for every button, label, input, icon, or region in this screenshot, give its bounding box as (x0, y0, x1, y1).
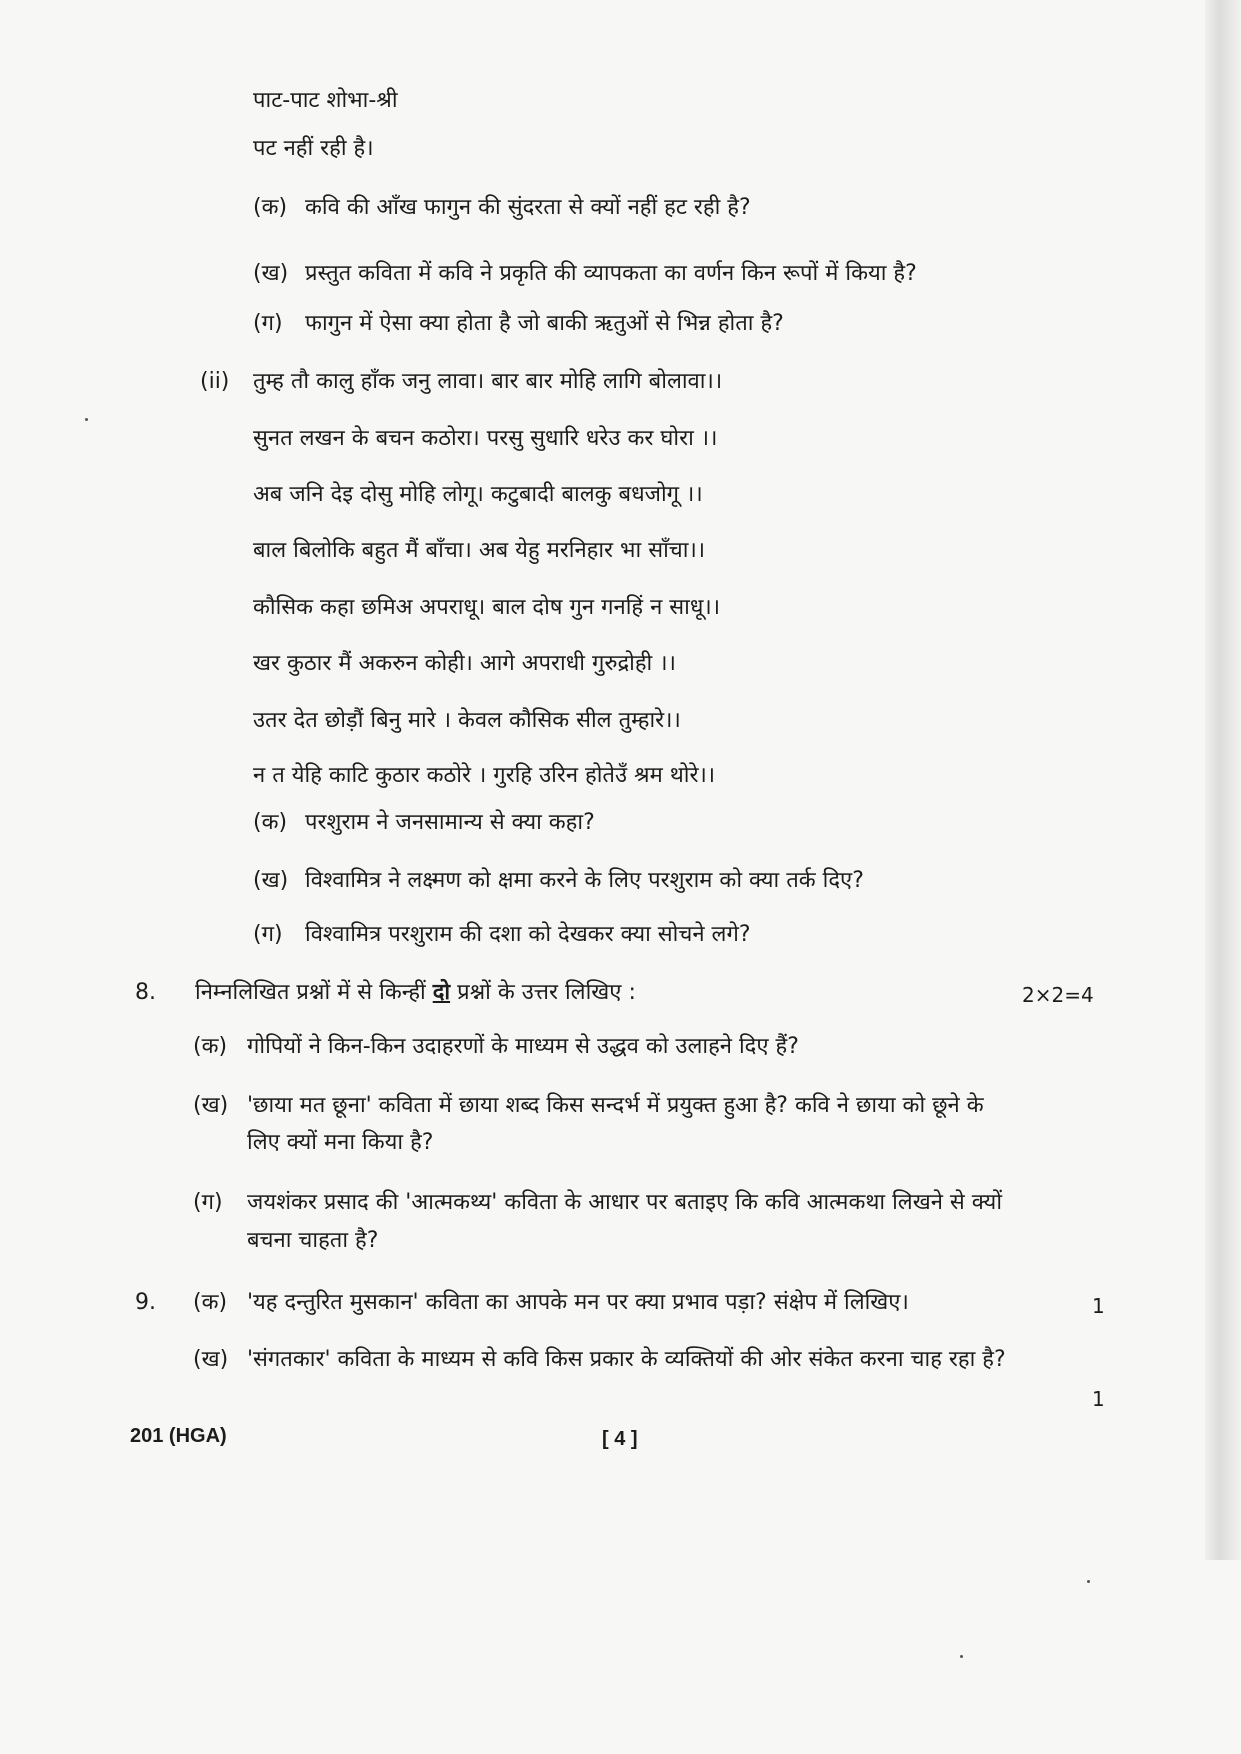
question-text: गोपियों ने किन-किन उदाहरणों के माध्यम से उद्धव को उलाहने दिए हैं? (247, 1034, 799, 1059)
poem-line: पट नहीं रही है। (253, 136, 374, 161)
verse-line: न त येहि काटि कुठार कठोरे । गुरहि उरिन होतेउँ श्रम थोरे।। (253, 763, 716, 788)
question-text: बचना चाहता है? (247, 1228, 379, 1253)
question-label: (क) (253, 810, 288, 835)
marks-label: 2×2=4 (1022, 983, 1094, 1007)
question-text: विश्वामित्र परशुराम की दशा को देखकर क्या सोचने लगे? (305, 922, 751, 947)
scan-speck (1087, 1580, 1090, 1583)
question-text: 'यह दन्तुरित मुसकान' कविता का आपके मन पर क्या प्रभाव पड़ा? संक्षेप में लिखिए। (247, 1290, 909, 1315)
question-label: (ग) (253, 311, 283, 336)
scan-speck (960, 1655, 963, 1658)
question-label: (ख) (193, 1347, 229, 1372)
question-label: (ख) (253, 261, 289, 286)
question-label: (ग) (253, 922, 283, 947)
question-label: (क) (193, 1034, 228, 1059)
question-text: प्रस्तुत कविता में कवि ने प्रकृति की व्यापकता का वर्णन किन रूपों में किया है? (305, 261, 917, 286)
verse-line: उतर देत छोड़ौं बिनु मारे । केवल कौसिक सील तुम्हारे।। (253, 708, 681, 733)
question-instruction (195, 978, 636, 1008)
question-text: 'संगतकार' कविता के माध्यम से कवि किस प्रकार के व्यक्तियों की ओर संकेत करना चाह रहा है? (247, 1347, 1006, 1372)
question-text: कवि की आँख फागुन की सुंदरता से क्यों नहीं हट रही है? (305, 195, 751, 220)
verse-line: तुम्ह तौ कालु हाँक जनु लावा। बार बार मोहि लागि बोलावा।। (253, 369, 723, 394)
question-text: परशुराम ने जनसामान्य से क्या कहा? (305, 810, 595, 835)
page-edge-shadow (1205, 0, 1241, 1560)
marks-label: 1 (1092, 1387, 1105, 1411)
question-label: (ख) (253, 868, 289, 893)
verse-line: कौसिक कहा छमिअ अपराधू। बाल दोष गुन गनहिं न साधू।। (253, 595, 721, 620)
page-number: [ 4 ] (602, 1428, 638, 1450)
instruction-text: निम्नलिखित प्रश्नों में से किन्हीं (195, 980, 433, 1005)
question-text: विश्वामित्र ने लक्ष्मण को क्षमा करने के लिए परशुराम को क्या तर्क दिए? (305, 868, 864, 893)
verse-line: बाल बिलोकि बहुत मैं बाँचा। अब येहु मरनिहार भा साँचा।। (253, 538, 706, 563)
question-text: फागुन में ऐसा क्या होता है जो बाकी ऋतुओं से भिन्न होता है? (305, 311, 784, 336)
scan-speck (85, 418, 88, 421)
instruction-emphasis: दो (432, 980, 451, 1005)
question-label: (ख) (193, 1093, 229, 1118)
verse-line: सुनत लखन के बचन कठोरा। परसु सुधारि धरेउ कर घोरा ।। (253, 426, 718, 451)
question-text: जयशंकर प्रसाद की 'आत्मकथ्य' कविता के आधार पर बताइए कि कवि आत्मकथा लिखने से क्यों (247, 1190, 1003, 1215)
question-text: लिए क्यों मना किया है? (247, 1130, 434, 1155)
question-number: 9. (135, 1290, 156, 1315)
instruction-text: प्रश्नों के उत्तर लिखिए : (450, 980, 636, 1005)
poem-line: पाट-पाट शोभा-श्री (253, 88, 398, 113)
paper-code: 201 (HGA) (130, 1425, 227, 1447)
question-label: (क) (253, 195, 288, 220)
verse-line: अब जनि देइ दोसु मोहि लोगू। कटुबादी बालकु बधजोगू ।। (253, 482, 703, 507)
question-label: (क) (193, 1290, 228, 1315)
question-text: 'छाया मत छूना' कविता में छाया शब्द किस सन्दर्भ में प्रयुक्त हुआ है? कवि ने छाया को छूने के (247, 1093, 984, 1118)
verse-line: खर कुठार मैं अकरुन कोही। आगे अपराधी गुरुद्रोही ।। (253, 651, 676, 676)
question-number: 8. (135, 980, 156, 1005)
question-label: (ग) (193, 1190, 223, 1215)
part-label: (ii) (200, 369, 230, 394)
marks-label: 1 (1092, 1294, 1105, 1318)
